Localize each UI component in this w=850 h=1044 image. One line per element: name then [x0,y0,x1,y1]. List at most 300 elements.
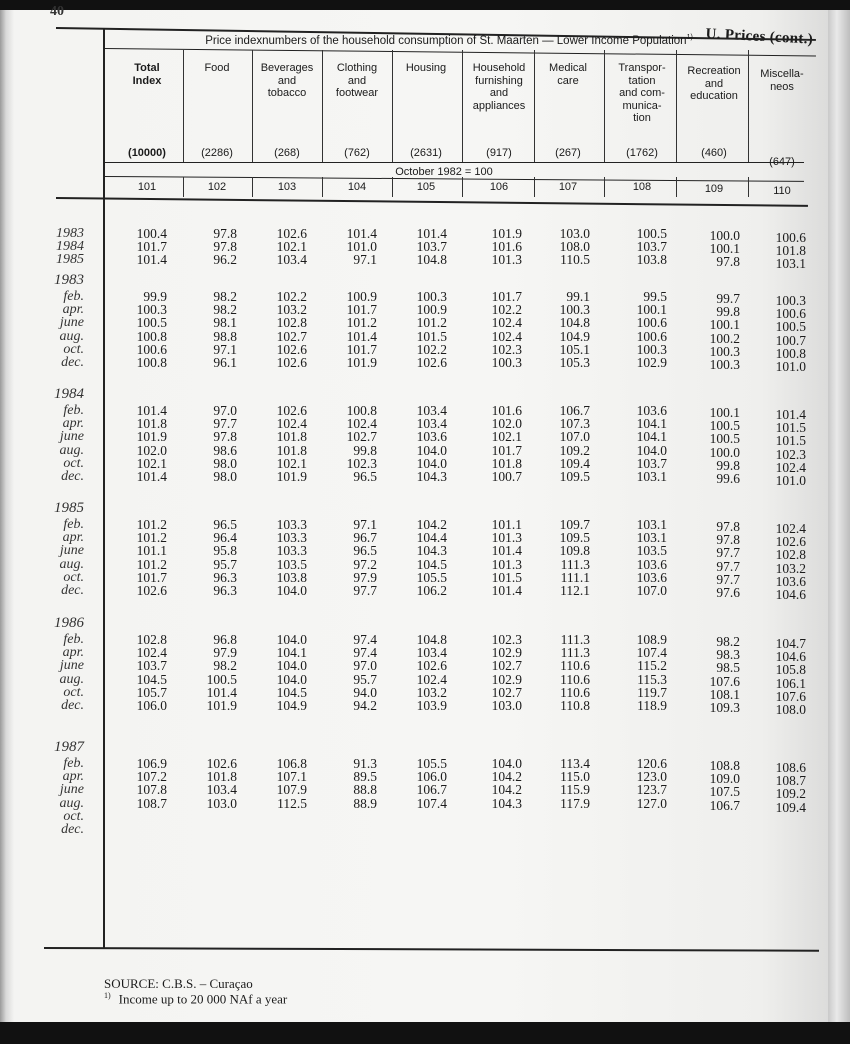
table-cell: 101.4 [346,226,377,241]
table-cell: 101.0 [775,359,806,374]
table-cell: 101.5 [775,420,806,436]
column-header-line: neos [770,80,794,93]
code-divider [392,177,393,197]
table-cell: 100.5 [136,315,167,331]
table-cell: 102.7 [276,328,307,344]
table-cell: 101.0 [775,473,806,488]
row-label-month: aug. [59,556,84,572]
table-cell: 103.4 [416,416,447,432]
row-label-month: oct. [63,341,84,357]
table-cell: 101.4 [346,328,377,344]
table-cell: 107.4 [636,645,667,661]
table-cell: 102.6 [416,355,447,370]
code-divider [462,177,463,197]
row-label-month: dec. [61,698,84,713]
table-cell: 109.5 [559,530,590,546]
table-cell: 112.1 [560,583,590,598]
table-cell: 100.0 [709,228,740,243]
table-cell: 106.9 [136,756,167,771]
table-cell: 100.1 [709,317,740,333]
table-cell: 110.6 [560,658,590,674]
table-cell: 100.2 [709,330,740,346]
table-cell: 103.7 [136,658,167,674]
row-label-month: apr. [62,769,84,785]
table-cell: 101.1 [136,543,167,559]
table-cell: 101.5 [416,328,447,344]
table-cell: 104.8 [416,632,447,647]
table-cell: 110.6 [560,671,590,687]
table-cell: 102.4 [416,671,447,687]
table-cell: 101.3 [491,252,522,268]
table-cell: 107.6 [775,688,806,704]
column-weight: (2286) [201,147,233,159]
table-cell: 102.4 [491,328,522,344]
table-cell: 100.1 [709,241,740,257]
column-code: 104 [347,181,367,193]
table-cell: 111.3 [560,632,590,647]
column-weight: (647) [769,156,795,168]
table-cell: 101.8 [136,416,167,432]
block-year: 1986 [54,615,84,631]
table-cell: 101.7 [491,289,522,304]
table-cell: 111.1 [560,569,590,585]
table-cell: 109.5 [559,469,590,484]
table-cell: 100.6 [636,315,667,331]
table-cell: 100.3 [709,343,740,359]
column-header-line: tation [628,74,656,87]
table-cell: 120.6 [636,756,667,771]
table-cell: 103.7 [636,455,667,471]
table-cell: 123.7 [636,782,667,798]
column-divider [604,50,605,162]
table-cell: 89.5 [353,769,377,785]
section-title: U. Prices (cont.) [705,26,814,48]
table-cell: 109.4 [775,799,806,815]
column-header [680,65,748,103]
table-cell: 100.1 [636,302,667,318]
table-cell: 98.6 [213,442,237,458]
table-cell: 97.0 [213,403,237,418]
table-cell: 104.3 [491,795,522,811]
table-cell: 115.3 [637,671,667,687]
table-cell: 109.2 [775,786,806,802]
table-cell: 104.0 [416,455,447,471]
table-cell: 111.3 [560,645,590,661]
table-cell: 102.3 [491,632,522,647]
row-label-month: feb. [63,517,84,532]
table-cell: 101.2 [346,315,377,331]
table-cell: 102.8 [136,632,167,647]
table-cell: 101.8 [775,243,806,259]
table-cell: 95.8 [213,543,237,559]
table-cell: 103.3 [276,530,307,546]
table-cell: 102.2 [491,302,522,318]
table-cell: 103.4 [206,782,237,798]
row-label-month: oct. [63,808,84,824]
table-cell: 117.9 [560,795,590,811]
table-cell: 101.1 [491,517,522,532]
table-cell: 97.9 [353,569,377,585]
footnote-mark: 1) [104,991,111,1000]
table-cell: 100.6 [636,328,667,344]
table-cell: 108.6 [775,760,806,775]
table-cell: 97.6 [716,585,740,600]
table-cell: 104.5 [136,671,167,687]
table-cell: 102.0 [491,416,522,432]
table-cell: 96.3 [213,569,237,585]
row-label-month: aug. [59,671,84,687]
table-cell: 106.8 [276,756,307,771]
table-cell: 102.7 [491,658,522,674]
base-rule-top [104,162,804,163]
table-cell: 101.5 [491,569,522,585]
table-cell: 98.2 [716,634,740,649]
table-cell: 100.7 [775,332,806,348]
row-label-month: feb. [63,756,84,771]
code-divider [748,177,749,197]
table-cell: 104.5 [276,684,307,700]
table-cell: 102.6 [206,756,237,771]
table-cell: 103.1 [636,469,667,484]
table-cell: 100.3 [709,357,740,372]
table-cell: 96.4 [213,530,237,546]
table-cell: 97.1 [213,341,237,357]
table-cell: 101.3 [491,530,522,546]
table-cell: 99.8 [353,442,377,458]
table-cell: 101.3 [491,556,522,572]
row-label-month: dec. [61,469,84,484]
table-cell: 102.2 [276,289,307,304]
table-cell: 97.8 [213,226,237,241]
table-cell: 97.4 [353,632,377,647]
table-cell: 104.0 [276,658,307,674]
table-cell: 107.3 [559,416,590,432]
source-note: SOURCE: C.B.S. – Curaçao [104,976,253,991]
table-cell: 100.3 [775,293,806,308]
row-label-month: feb. [63,289,84,304]
column-header-line: education [690,90,738,102]
table-cell: 104.9 [559,328,590,344]
code-divider [604,177,605,197]
table-cell: 101.9 [346,355,377,370]
table-cell: 109.0 [709,771,740,787]
table-cell: 100.6 [775,306,806,322]
title-rule [104,48,816,56]
column-header-line: and [489,87,509,99]
table-cell: 103.9 [416,698,447,713]
table-cell: 101.4 [491,543,522,559]
table-cell: 119.7 [637,684,667,700]
table-cell: 97.8 [213,239,237,255]
table-cell: 103.6 [636,403,667,418]
table-cell: 102.8 [775,547,806,563]
table-cell: 102.4 [276,416,307,432]
table-cell: 113.4 [560,756,590,771]
table-title [104,34,794,47]
table-cell: 97.8 [716,254,740,270]
table-cell: 101.4 [416,226,447,241]
column-divider [534,50,535,162]
column-header-line: Clothing [336,62,378,74]
row-label-month: june [59,429,84,445]
table-cell: 96.5 [353,543,377,559]
table-cell: 103.7 [636,239,667,255]
table-cell: 103.3 [276,543,307,559]
table-cell: 101.2 [136,517,167,532]
table-cell: 98.5 [716,660,740,676]
table-cell: 103.0 [491,698,522,713]
table-cell: 100.3 [559,302,590,318]
table-cell: 99.6 [716,471,740,486]
row-label-month: apr. [62,302,84,318]
table-cell: 99.8 [716,457,740,473]
table-cell: 103.0 [206,795,237,811]
page-number: 40 [50,4,64,19]
table-cell: 101.7 [346,302,377,318]
table-cell: 100.7 [491,469,522,484]
row-label-month: oct. [63,569,84,585]
table-cell: 105.5 [416,756,447,771]
table-cell: 104.0 [416,442,447,458]
table-cell: 101.4 [136,469,167,484]
table-cell: 96.3 [213,583,237,598]
table-cell: 101.5 [775,433,806,449]
table-cell: 102.0 [136,442,167,458]
table-cell: 99.9 [143,289,167,304]
table-cell: 103.1 [775,256,806,272]
column-code: 101 [137,181,157,193]
column-header [752,68,812,93]
table-bottom-rule [44,947,819,952]
table-cell: 103.4 [416,645,447,661]
column-divider [462,50,463,162]
table-cell: 100.0 [709,444,740,460]
table-cell: 103.3 [276,517,307,532]
table-cell: 104.1 [636,429,667,445]
column-code: 106 [489,181,509,193]
column-header-line: and [277,74,297,87]
row-label-year: 1985 [56,252,84,268]
column-header-line: Food [204,62,230,74]
column-weight: (762) [344,147,370,159]
table-cell: 97.7 [716,545,740,561]
column-header-line: tion [633,112,651,124]
table-cell: 104.2 [491,769,522,785]
column-weight: (2631) [410,147,442,159]
table-cell: 98.0 [213,455,237,471]
table-cell: 108.8 [709,758,740,773]
table-cell: 107.1 [276,769,307,785]
table-cell: 96.2 [213,252,237,268]
table-cell: 97.8 [716,519,740,534]
table-cell: 101.0 [346,239,377,255]
table-cell: 100.6 [136,341,167,357]
table-cell: 106.7 [416,782,447,798]
table-cell: 97.7 [213,416,237,432]
table-cell: 100.5 [709,418,740,434]
table-cell: 103.6 [636,569,667,585]
table-cell: 100.6 [775,230,806,245]
table-cell: 98.8 [213,328,237,344]
table-cell: 100.5 [709,431,740,447]
block-year: 1985 [54,500,84,516]
code-divider [252,177,253,197]
table-cell: 108.7 [775,773,806,789]
table-cell: 107.5 [709,784,740,800]
table-cell: 99.1 [566,289,590,304]
table-cell: 104.2 [416,517,447,532]
table-cell: 101.8 [491,455,522,471]
column-header [185,62,249,75]
row-label-month: oct. [63,455,84,471]
table-cell: 100.8 [136,328,167,344]
table-cell: 104.0 [276,583,307,598]
column-code: 110 [773,185,791,197]
table-cell: 95.7 [353,671,377,687]
table-cell: 101.8 [276,442,307,458]
row-label-month: apr. [62,530,84,546]
table-cell: 101.4 [206,684,237,700]
column-header-line: Index [132,74,162,87]
column-header [465,62,533,112]
table-cell: 104.1 [636,416,667,432]
table-cell: 109.8 [559,543,590,559]
table-cell: 102.6 [276,341,307,357]
table-cell: 101.4 [136,252,167,268]
table-cell: 102.3 [775,446,806,462]
table-cell: 99.5 [643,289,667,304]
table-cell: 102.7 [491,684,522,700]
column-header-line: munica- [622,99,662,112]
table-cell: 102.6 [136,583,167,598]
base-period-label: October 1982 = 100 [395,166,493,178]
table-cell: 97.8 [213,429,237,445]
table-cell: 100.8 [136,355,167,370]
table-cell: 96.1 [213,355,237,370]
column-header-line: and [347,74,367,87]
row-label-month: dec. [61,822,84,837]
table-cell: 103.2 [416,684,447,700]
table-cell: 115.0 [560,769,590,785]
column-weight: (267) [555,147,581,159]
column-header-line: Recreation [687,65,741,77]
table-cell: 103.4 [416,403,447,418]
table-cell: 101.7 [346,341,377,357]
table-cell: 104.1 [276,645,307,661]
row-label-month: june [59,315,84,331]
table-cell: 97.0 [353,658,377,674]
table-cell: 112.5 [277,795,307,811]
table-cell: 108.1 [709,686,740,702]
table-cell: 101.2 [416,315,447,331]
table-cell: 115.2 [637,658,667,674]
table-cell: 103.8 [636,252,667,268]
table-cell: 102.6 [416,658,447,674]
column-header-line: Medical [549,62,587,74]
table-cell: 102.1 [136,455,167,471]
table-cell: 97.1 [353,252,377,268]
row-label-year: 1983 [56,226,84,241]
column-code: 102 [207,181,227,193]
column-header-line: footwear [335,87,379,99]
table-cell: 115.9 [560,782,590,798]
table-cell: 97.7 [716,571,740,587]
table-cell: 107.8 [136,782,167,798]
table-cell: 98.1 [213,315,237,331]
table-cell: 107.0 [559,429,590,445]
table-cell: 102.4 [491,315,522,331]
column-header [394,62,458,75]
table-cell: 102.1 [276,455,307,471]
table-cell: 109.3 [709,700,740,715]
footnote-text: Income up to 20 000 NAf a year [118,991,288,1007]
column-weight: (1762) [626,147,658,159]
column-header-line: Total [134,62,160,74]
row-label-month: aug. [59,328,84,344]
column-weight: (917) [486,147,512,159]
table-cell: 100.3 [136,302,167,318]
table-cell: 101.8 [276,429,307,445]
table-cell: 107.2 [136,769,167,785]
row-label-month: apr. [62,645,84,661]
table-cell: 103.6 [416,429,447,445]
table-cell: 88.8 [353,782,377,798]
table-cell: 99.7 [716,291,740,306]
row-label-month: dec. [61,583,84,598]
table-cell: 105.3 [559,355,590,370]
column-header-line: furnishing [475,74,523,87]
code-divider [183,177,184,197]
column-header [536,62,600,87]
table-cell: 103.2 [276,302,307,318]
table-cell: 101.8 [206,769,237,785]
table-cell: 97.8 [716,532,740,548]
column-weight: (268) [274,147,300,159]
table-cell: 103.1 [636,530,667,546]
column-divider [183,50,184,162]
table-cell: 123.0 [636,769,667,785]
row-label-month: feb. [63,632,84,647]
table-cell: 101.4 [491,583,522,598]
table-cell: 101.9 [206,698,237,713]
column-code: 105 [416,181,436,193]
table-cell: 108.9 [636,632,667,647]
column-weight: (10000) [128,147,166,159]
table-cell: 102.4 [136,645,167,661]
table-cell: 100.1 [709,405,740,420]
table-cell: 103.0 [559,226,590,241]
table-cell: 104.8 [559,315,590,331]
table-cell: 100.8 [346,403,377,418]
table-cell: 96.7 [353,530,377,546]
table-cell: 98.3 [716,647,740,663]
code-divider [534,177,535,197]
table-cell: 97.9 [213,645,237,661]
table-cell: 104.0 [276,671,307,687]
table-cell: 102.9 [491,645,522,661]
table-cell: 107.9 [276,782,307,798]
column-header-line: and com- [619,87,665,99]
table-cell: 100.3 [416,289,447,304]
table-cell: 102.7 [346,429,377,445]
table-cell: 102.4 [346,416,377,432]
table-cell: 102.3 [491,341,522,357]
table-cell: 104.6 [775,649,806,665]
footnote [104,991,287,1007]
table-cell: 104.4 [416,530,447,546]
table-cell: 106.0 [416,769,447,785]
row-label-month: oct. [63,684,84,700]
